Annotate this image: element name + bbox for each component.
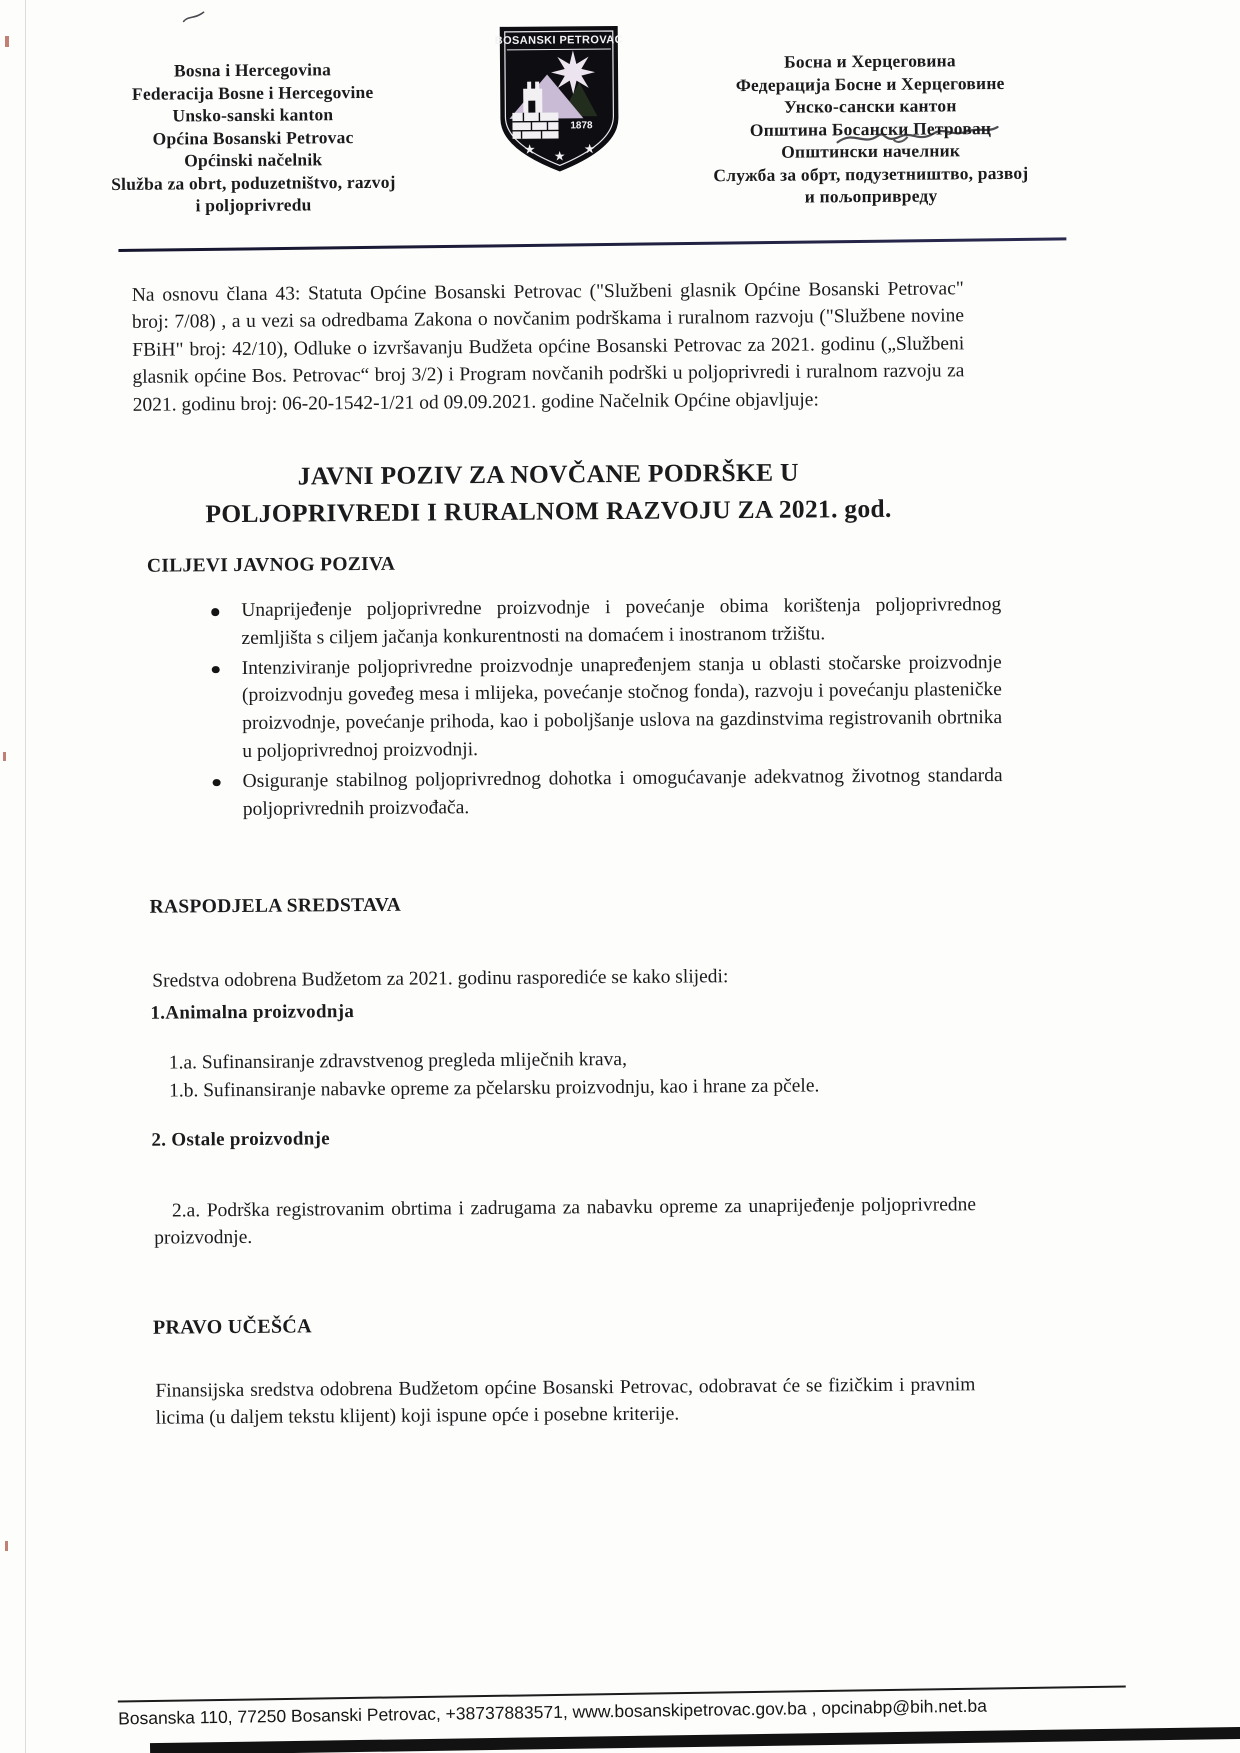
star-icon: ★	[523, 142, 536, 158]
header-left-institution	[80, 58, 426, 218]
section-heading-allocation: RASPODJELA SREDSTAVA	[149, 894, 402, 918]
footer-contact-text: Bosanska 110, 77250 Bosanski Petrovac, +38737883571, www.bosanskipetrovac.gov.ba , opcinabp@bih.net.ba	[117, 1695, 988, 1729]
header-line: Општина Босански Петровац	[749, 117, 992, 140]
allocation-item: 1.b. Sufinansiranje nabavke opreme za pčelarsku proizvodnju, kao i hrane za pčele.	[168, 1074, 820, 1102]
allocation-intro: Sredstva odobrena Budžetom za 2021. godinu rasporediće se kako slijedi:	[152, 965, 729, 992]
title-line-1: JAVNI POZIV ZA NOVČANE PODRŠKE U	[297, 457, 799, 491]
header-line: и пољопривреду	[804, 185, 938, 207]
goal-item: Unaprijeđenje poljoprivredne proizvodnje i povećanje obima korištenja poljoprivrednog zemljišta s ciljem jačanja konkurentnosti na domaćem i inostranom tržištu.	[241, 591, 1001, 653]
municipal-coat-of-arms	[495, 22, 624, 175]
header-line: Унско-сански кантон	[784, 95, 957, 117]
header-right-institution	[640, 48, 1101, 209]
eligibility-text: Finansijska sredstva odobrena Budžetom općine Bosanski Petrovac, odobravat će se fizičkim i pravnim licima (u daljem tekstu klijent) koji ispune opće i posebne kriterije.	[155, 1373, 976, 1429]
star-icon: ★	[553, 149, 566, 165]
emblem-title: BOSANSKI PETROVAC	[494, 33, 623, 47]
header-line: Босна и Херцеговина	[784, 50, 956, 72]
subsection-heading-other-production: 2. Ostale proizvodnje	[151, 1128, 331, 1151]
intro-paragraph: Na osnovu člana 43: Statuta Općine Bosanski Petrovac ("Službeni glasnik Općine Bosanski Petrovac" broj: 7/08) , a u vezi sa odredbama Zakona o novčanim podrškama i ruralnom razvoju ("Službene novine FBiH" broj: 42/10), Odluke o izvršavanju Budžeta općine Bosanski Petrovac za 2021. godinu („Službeni glasnik općine Bos. Petrovac“ broj 3/2) i Program novčanih podrški u poljoprivredi i ruralnom razvoju za 2021. godinu broj: 06-20-1542-1/21 od 09.09.2021. godine Načelnik Općine objavljuje:	[131, 277, 965, 416]
header-line: Служба за обрт, подузетништво, развој	[713, 162, 1029, 185]
goals-list	[207, 591, 1003, 826]
header-line: Федерација Босне и Херцеговине	[735, 72, 1005, 95]
header-line: Općina Bosanski Petrovac	[152, 126, 354, 149]
handwritten-mark	[181, 9, 207, 25]
emblem-year: 1878	[570, 120, 593, 132]
allocation-item: 1.a. Sufinansiranje zdravstvenog pregleda mliječnih krava,	[168, 1048, 627, 1074]
header-line: Federacija Bosne i Hercegovine	[131, 81, 374, 104]
goal-item: Intenziviranje poljoprivredne proizvodnje unapređenjem stanja u oblasti stočarske proizvodnje (proizvodnju goveđeg mesa i mlijeka, povećanje stočnog fonda), razvoju i povećanju plasteničke proizvodnje, povećanje prihoda, kao i poboljšanje uslova na gazdinstvima registrovanih obrtnika u poljoprivrednoj proizvodnji.	[242, 649, 1003, 766]
animal-production-items	[169, 1043, 979, 1104]
goal-item: Osiguranje stabilnog poljoprivrednog dohotka i omogućavanje adekvatnog životnog standarda poljoprivrednih proizvođača.	[243, 762, 1003, 824]
header-line: Služba za obrt, poduzetništvo, razvoj	[111, 171, 396, 194]
other-production-text: 2.a. Podrška registrovanim obrtima i zadrugama za nabavku opreme za unaprijeđenje poljoprivredne proizvodnje.	[154, 1193, 977, 1249]
header-line: Općinski načelnik	[184, 149, 323, 171]
star-icon: ★	[583, 142, 596, 158]
header-line: Bosna i Hercegovina	[173, 59, 332, 81]
title-line-2: POLJOPRIVREDI I RURALNOM RAZVOJU ZA 2021. god.	[205, 493, 892, 529]
header-divider-line	[118, 237, 1066, 251]
header-line: i poljoprivredu	[195, 194, 312, 216]
header-line: Unsko-sanski kanton	[172, 104, 334, 126]
subsection-heading-animal-production: 1.Animalna proizvodnja	[150, 1001, 355, 1024]
section-heading-goals: CILJEVI JAVNOG POZIVA	[146, 553, 396, 577]
header-line: Општински начелник	[781, 140, 961, 162]
brick-wall	[512, 112, 558, 138]
document-title	[118, 452, 979, 533]
section-heading-eligibility: PRAVO UČEŠĆA	[152, 1315, 312, 1339]
